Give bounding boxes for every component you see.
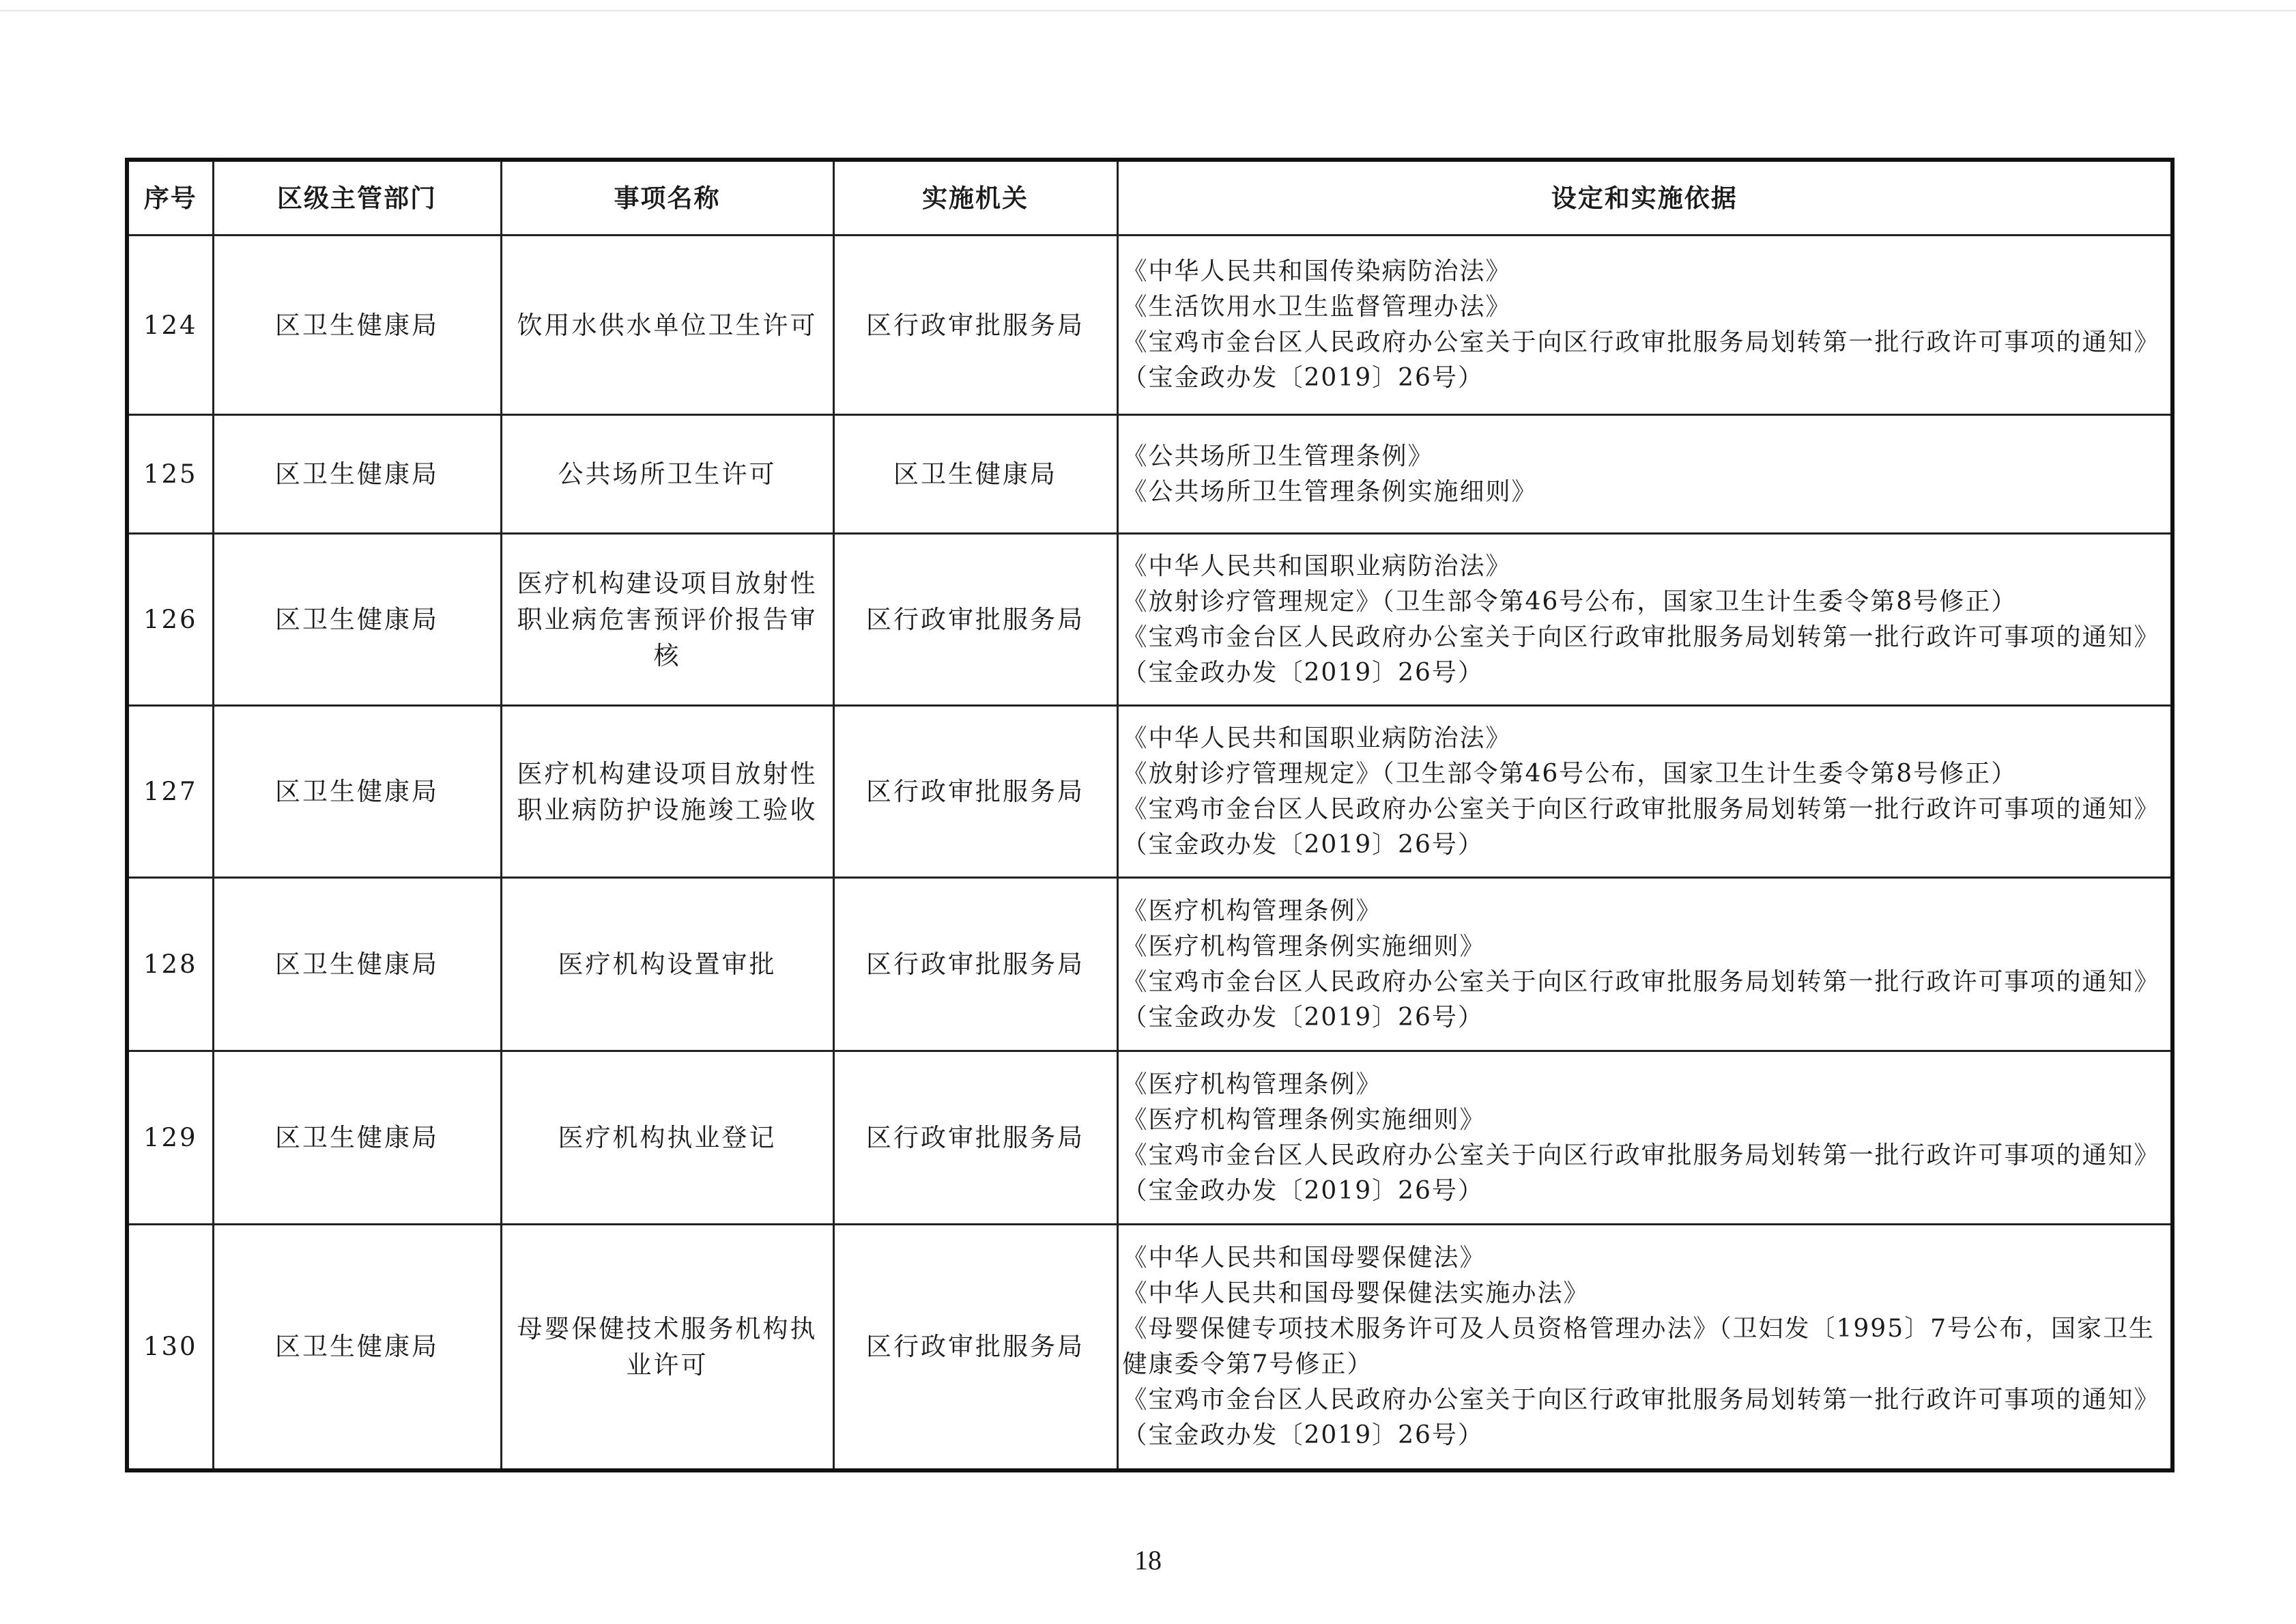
row-legal-basis	[1117, 534, 2172, 706]
row-legal-basis	[1117, 415, 2172, 534]
row-serial-number: 126	[127, 534, 213, 706]
row-serial-number: 130	[127, 1225, 213, 1470]
header-item-name: 事项名称	[501, 160, 833, 236]
row-agency: 区行政审批服务局	[833, 1225, 1117, 1470]
basis-line: 《生活饮用水卫生监督管理办法》	[1122, 293, 1512, 321]
table-row	[127, 415, 2172, 534]
row-legal-basis	[1117, 706, 2172, 878]
table-row	[127, 1225, 2172, 1470]
row-item-name: 公共场所卫生许可	[501, 415, 833, 534]
row-agency: 区行政审批服务局	[833, 706, 1117, 878]
row-department: 区卫生健康局	[213, 1225, 501, 1470]
basis-line: 《医疗机构管理条例实施细则》	[1122, 1105, 1486, 1134]
table-header-row	[127, 160, 2172, 236]
row-department: 区卫生健康局	[213, 236, 501, 415]
row-item-name: 饮用水供水单位卫生许可	[501, 236, 833, 415]
row-agency: 区行政审批服务局	[833, 1051, 1117, 1225]
row-serial-number: 129	[127, 1051, 213, 1225]
row-department: 区卫生健康局	[213, 534, 501, 706]
row-agency: 区行政审批服务局	[833, 236, 1117, 415]
administrative-license-table	[125, 158, 2175, 1472]
basis-line: 《宝鸡市金台区人民政府办公室关于向区行政审批服务局划转第一批行政许可事项的通知》（宝金政办发〔2019〕26号）	[1122, 795, 2160, 859]
table-row	[127, 534, 2172, 706]
header-department: 区级主管部门	[213, 160, 501, 236]
row-legal-basis	[1117, 1051, 2172, 1225]
header-implementing-agency: 实施机关	[833, 160, 1117, 236]
row-agency: 区卫生健康局	[833, 415, 1117, 534]
row-department: 区卫生健康局	[213, 415, 501, 534]
basis-line: 《放射诊疗管理规定》（卫生部令第46号公布，国家卫生计生委令第8号修正）	[1122, 759, 2018, 788]
row-department: 区卫生健康局	[213, 878, 501, 1051]
row-serial-number: 127	[127, 706, 213, 878]
basis-line: 《中华人民共和国职业病防治法》	[1122, 552, 1512, 580]
basis-line: 《公共场所卫生管理条例》	[1122, 442, 1434, 470]
header-serial-number: 序号	[127, 160, 213, 236]
top-scan-edge	[0, 10, 2296, 12]
basis-line: 《公共场所卫生管理条例实施细则》	[1122, 477, 1538, 506]
table-row	[127, 878, 2172, 1051]
row-legal-basis	[1117, 236, 2172, 415]
basis-line: 《宝鸡市金台区人民政府办公室关于向区行政审批服务局划转第一批行政许可事项的通知》（宝金政办发〔2019〕26号）	[1122, 1141, 2160, 1205]
row-department: 区卫生健康局	[213, 1051, 501, 1225]
row-agency: 区行政审批服务局	[833, 534, 1117, 706]
basis-line: 《医疗机构管理条例实施细则》	[1122, 932, 1486, 960]
basis-line: 《医疗机构管理条例》	[1122, 896, 1382, 925]
row-item-name: 医疗机构建设项目放射性职业病危害预评价报告审核	[501, 534, 833, 706]
row-legal-basis	[1117, 878, 2172, 1051]
row-legal-basis	[1117, 1225, 2172, 1470]
row-agency: 区行政审批服务局	[833, 878, 1117, 1051]
row-item-name: 医疗机构建设项目放射性职业病防护设施竣工验收	[501, 706, 833, 878]
row-serial-number: 128	[127, 878, 213, 1051]
row-item-name: 母婴保健技术服务机构执业许可	[501, 1225, 833, 1470]
table-row	[127, 236, 2172, 415]
basis-line: 《宝鸡市金台区人民政府办公室关于向区行政审批服务局划转第一批行政许可事项的通知》（宝金政办发〔2019〕26号）	[1122, 967, 2160, 1031]
row-item-name: 医疗机构执业登记	[501, 1051, 833, 1225]
row-serial-number: 125	[127, 415, 213, 534]
basis-line: 《中华人民共和国职业病防治法》	[1122, 724, 1512, 752]
basis-line: 《中华人民共和国传染病防治法》	[1122, 257, 1512, 285]
header-legal-basis: 设定和实施依据	[1117, 160, 2172, 236]
page-number: 18	[1134, 1545, 1162, 1576]
row-serial-number: 124	[127, 236, 213, 415]
basis-line: 《母婴保健专项技术服务许可及人员资格管理办法》（卫妇发〔1995〕7号公布，国家卫生健康委令第7号修正）	[1122, 1314, 2155, 1378]
basis-line: 《宝鸡市金台区人民政府办公室关于向区行政审批服务局划转第一批行政许可事项的通知》（宝金政办发〔2019〕26号）	[1122, 623, 2160, 687]
row-item-name: 医疗机构设置审批	[501, 878, 833, 1051]
basis-line: 《放射诊疗管理规定》（卫生部令第46号公布，国家卫生计生委令第8号修正）	[1122, 587, 2018, 616]
basis-line: 《中华人民共和国母婴保健法》	[1122, 1243, 1486, 1272]
basis-line: 《中华人民共和国母婴保健法实施办法》	[1122, 1279, 1590, 1307]
table-row	[127, 706, 2172, 878]
row-department: 区卫生健康局	[213, 706, 501, 878]
basis-line: 《宝鸡市金台区人民政府办公室关于向区行政审批服务局划转第一批行政许可事项的通知》（宝金政办发〔2019〕26号）	[1122, 328, 2160, 392]
basis-line: 《宝鸡市金台区人民政府办公室关于向区行政审批服务局划转第一批行政许可事项的通知》（宝金政办发〔2019〕26号）	[1122, 1385, 2160, 1449]
basis-line: 《医疗机构管理条例》	[1122, 1070, 1382, 1098]
table-row	[127, 1051, 2172, 1225]
